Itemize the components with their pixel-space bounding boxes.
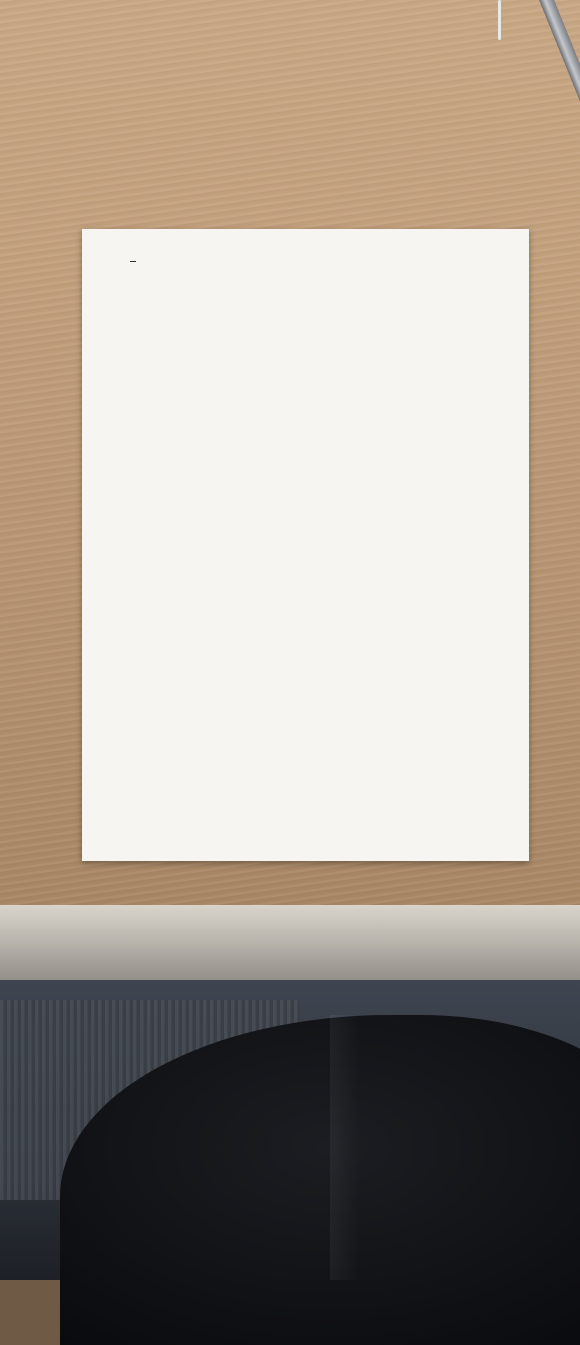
coat-fold <box>330 1015 360 1280</box>
clause-7-6 <box>104 258 514 265</box>
company-name-field <box>130 261 136 262</box>
clause-number <box>104 258 130 265</box>
contract-content <box>104 251 514 269</box>
cable <box>498 0 501 40</box>
desk-edge <box>0 905 580 985</box>
contract-page <box>82 229 529 861</box>
